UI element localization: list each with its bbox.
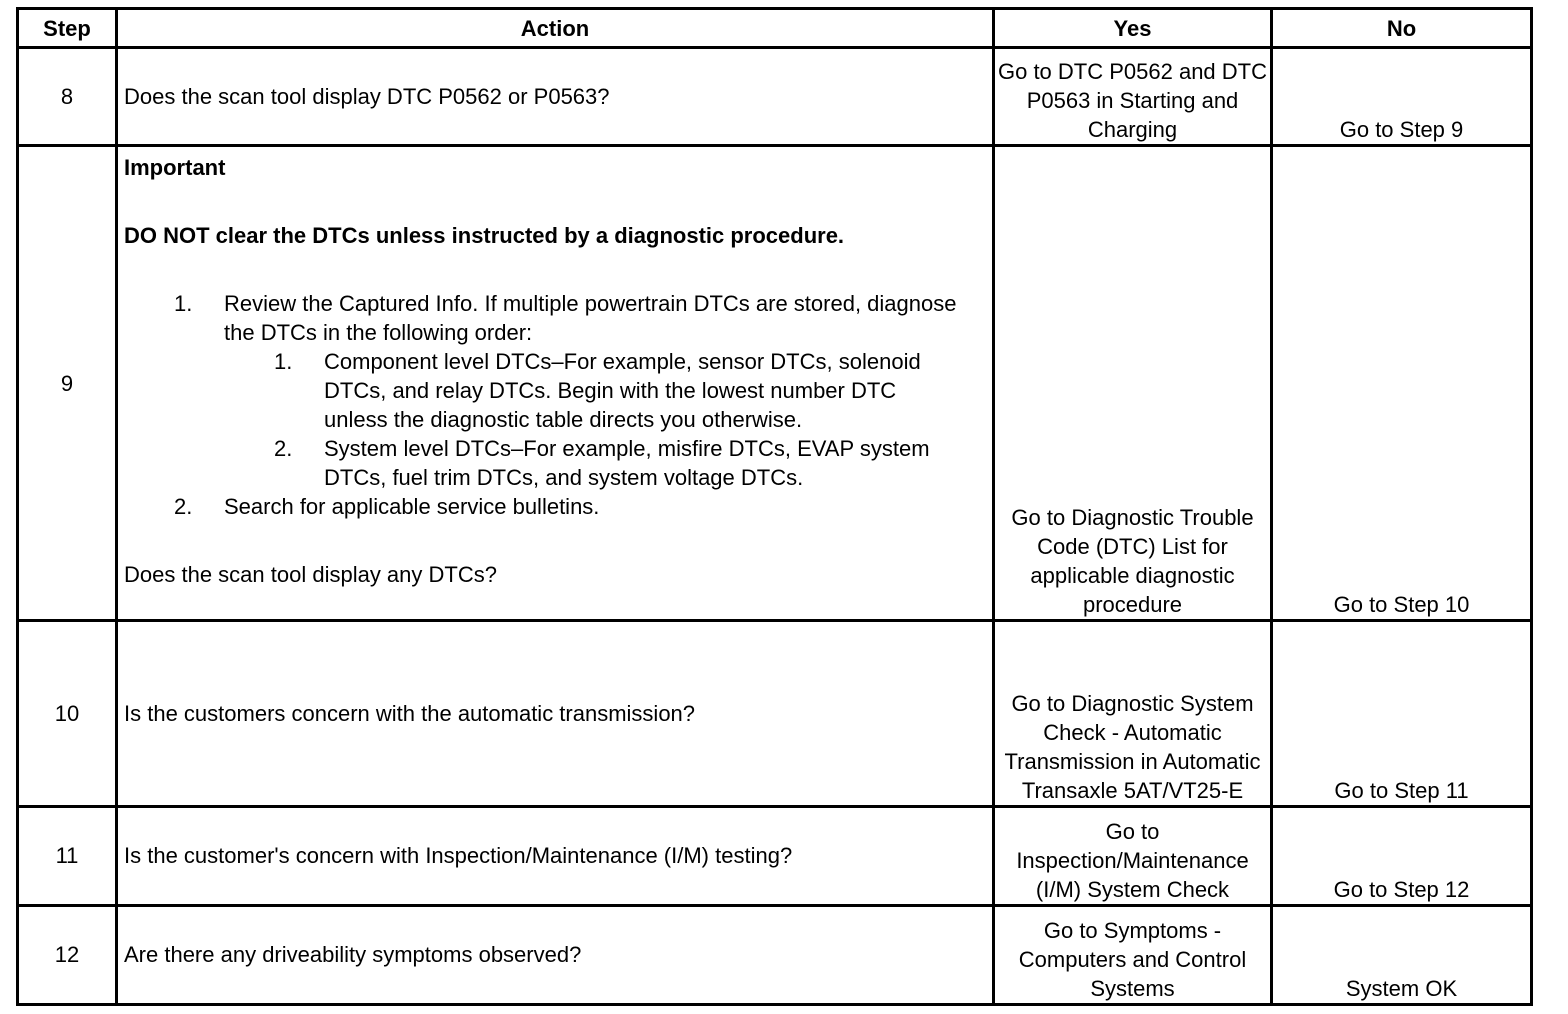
- no-text: System OK: [1272, 905, 1532, 1004]
- diagnostic-table: [16, 7, 1533, 1006]
- yes-text: Go to Diagnostic Trouble Code (DTC) List for applicable diagnostic procedure: [994, 146, 1272, 621]
- yes-text: Go to DTC P0562 and DTC P0563 in Starting and Charging: [994, 48, 1272, 146]
- yes-text: Go to Inspection/Maintenance (I/M) System Check: [994, 806, 1272, 905]
- list-item-text: System level DTCs–For example, misfire DTCs, EVAP system DTCs, fuel trim DTCs, and system voltage DTCs.: [324, 436, 930, 491]
- list-item-text: Search for applicable service bulletins.: [224, 494, 600, 520]
- list-item: [124, 492, 962, 521]
- yes-text: Go to Diagnostic System Check - Automatic Transmission in Automatic Transaxle 5AT/VT25-E: [994, 621, 1272, 806]
- list-item-number: 1.: [174, 291, 193, 317]
- action-text: Are there any driveability symptoms observed?: [117, 905, 994, 1004]
- sub-list-item: [224, 434, 962, 492]
- list-item: [124, 289, 962, 492]
- header-step: Step: [18, 9, 117, 48]
- step-number: 11: [18, 806, 117, 905]
- action-text: Is the customers concern with the automatic transmission?: [117, 621, 994, 806]
- no-text: Go to Step 12: [1272, 806, 1532, 905]
- sub-list-item: [224, 347, 962, 434]
- header-no: No: [1272, 9, 1532, 48]
- table-row-step-8: [18, 48, 1532, 146]
- step-number: 12: [18, 905, 117, 1004]
- list-item-text: Review the Captured Info. If multiple powertrain DTCs are stored, diagnose the DTCs in the following order:: [224, 291, 957, 346]
- action-cell: [117, 146, 994, 621]
- table-row-step-12: [18, 905, 1532, 1004]
- header-row: [18, 9, 1532, 48]
- list-item-number: 2.: [274, 436, 293, 462]
- table-row-step-11: [18, 806, 1532, 905]
- no-text: Go to Step 11: [1272, 621, 1532, 806]
- important-text: DO NOT clear the DTCs unless instructed by a diagnostic procedure.: [124, 223, 845, 249]
- yes-text: Go to Symptoms - Computers and Control Systems: [994, 905, 1272, 1004]
- table-row-step-10: [18, 621, 1532, 806]
- table-row-step-9: [18, 146, 1532, 621]
- action-text: Does the scan tool display DTC P0562 or P0563?: [117, 48, 994, 146]
- step-number: 10: [18, 621, 117, 806]
- important-label: Important: [124, 155, 226, 181]
- list-item-text: Component level DTCs–For example, sensor DTCs, solenoid DTCs, and relay DTCs. Begin with the lowest number DTC unless the diagnostic table directs you otherwise.: [324, 349, 921, 433]
- header-yes: Yes: [994, 9, 1272, 48]
- header-action: Action: [117, 9, 994, 48]
- no-text: Go to Step 10: [1272, 146, 1532, 621]
- list-item-number: 1.: [274, 349, 293, 375]
- question-text: Does the scan tool display any DTCs?: [124, 562, 497, 588]
- list-item-number: 2.: [174, 494, 193, 520]
- step-number: 8: [18, 48, 117, 146]
- no-text: Go to Step 9: [1272, 48, 1532, 146]
- instruction-list: [124, 289, 992, 521]
- step-number: 9: [18, 146, 117, 621]
- action-text: Is the customer's concern with Inspection/Maintenance (I/M) testing?: [117, 806, 994, 905]
